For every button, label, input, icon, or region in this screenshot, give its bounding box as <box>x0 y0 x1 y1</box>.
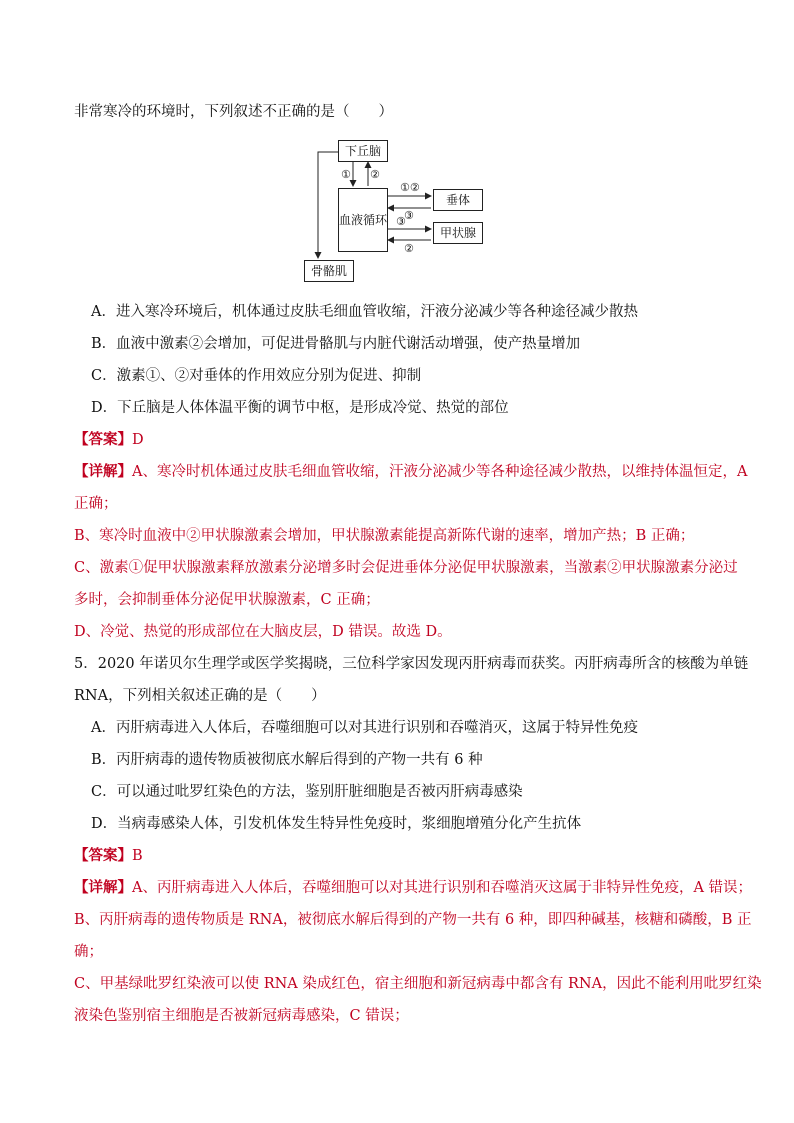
q4-answer-line <box>74 430 144 450</box>
q5-detail-line-5: 液染色鉴别宿主细胞是否被新冠病毒感染，C 错误； <box>74 1008 409 1024</box>
q4-option-c: C．激素①、②对垂体的作用效应分别为促进、抑制 <box>91 368 422 384</box>
q5-option-d: D．当病毒感染人体，引发机体发生特异性免疫时，浆细胞增殖分化产生抗体 <box>91 816 582 832</box>
q4-detail-line-6: D、冷觉、热觉的形成部位在大脑皮层，D 错误。故选 D。 <box>74 624 452 640</box>
label-from-pituitary: ③ <box>404 209 414 222</box>
label-hormone-2-up: ② <box>370 168 380 181</box>
q4-stem: 非常寒冷的环境时，下列叙述不正确的是（ ） <box>74 104 393 120</box>
pituitary-box: 垂体 <box>433 189 483 211</box>
q4-option-d: D．下丘脑是人体体温平衡的调节中枢，是形成冷觉、热觉的部位 <box>91 400 509 416</box>
q4-detail-line-4: C、激素①促甲状腺激素释放激素分泌增多时会促进垂体分泌促甲状腺激素，当激素②甲状腺激素分泌过 <box>74 560 738 576</box>
q5-option-c: C．可以通过吡罗红染色的方法，鉴别肝脏细胞是否被丙肝病毒感染 <box>91 784 523 800</box>
label-to-thyroid: ③ <box>396 215 406 228</box>
q5-answer-value: B <box>132 848 143 864</box>
q5-answer-tag: 【答案】 <box>74 847 132 864</box>
hypothalamus-box: 下丘脑 <box>338 140 388 162</box>
skeletal-muscle-box: 骨骼肌 <box>304 260 354 282</box>
q5-option-b: B．丙肝病毒的遗传物质被彻底水解后得到的产物一共有 6 种 <box>91 752 483 768</box>
q4-answer-tag: 【答案】 <box>74 431 132 448</box>
blood-circulation-box: 血液循环 <box>338 188 388 252</box>
q5-stem-line-1: 5．2020 年诺贝尔生理学或医学奖揭晓，三位科学家因发现丙肝病毒而获奖。丙肝病毒所含的核酸为单链 <box>74 656 749 672</box>
label-hormone-1-down: ① <box>341 168 351 181</box>
q4-detail-tag: 【详解】 <box>74 463 132 480</box>
q5-option-a: A．丙肝病毒进入人体后，吞噬细胞可以对其进行识别和吞噬消灭，这属于特异性免疫 <box>91 720 638 736</box>
q4-detail-line-3: B、寒冷时血液中②甲状腺激素会增加，甲状腺激素能提高新陈代谢的速率，增加产热；B 正确； <box>74 528 695 544</box>
q5-detail-line-2: B、丙肝病毒的遗传物质是 RNA，被彻底水解后得到的产物一共有 6 种，即四种碱基，核糖和磷酸，B 正 <box>74 912 752 928</box>
thermoregulation-diagram <box>300 140 500 285</box>
q5-stem-line-2: RNA，下列相关叙述正确的是（ ） <box>74 688 326 704</box>
q4-detail-line-2: 正确； <box>74 496 118 512</box>
q4-option-b: B．血液中激素②会增加，可促进骨骼肌与内脏代谢活动增强，使产热量增加 <box>91 336 581 352</box>
thyroid-box: 甲状腺 <box>433 222 483 244</box>
q5-answer-line <box>74 846 143 866</box>
q5-detail-text-1: A、丙肝病毒进入人体后，吞噬细胞可以对其进行识别和吞噬消灭这属于非特异性免疫，A 错误； <box>132 880 753 896</box>
q5-detail-line-4: C、甲基绿吡罗红染液可以使 RNA 染成红色，宿主细胞和新冠病毒中都含有 RNA，因此不能利用吡罗红染 <box>74 976 762 992</box>
q4-option-a: A．进入寒冷环境后，机体通过皮肤毛细血管收缩，汗液分泌减少等各种途径减少散热 <box>91 304 638 320</box>
q5-detail-tag: 【详解】 <box>74 879 132 896</box>
q4-detail-line-5: 多时，会抑制垂体分泌促甲状腺激素，C 正确； <box>74 592 380 608</box>
label-to-pituitary: ①② <box>400 181 420 194</box>
q5-detail-line-3: 确； <box>74 944 103 960</box>
q4-answer-value: D <box>132 432 144 448</box>
label-from-thyroid: ② <box>404 242 414 255</box>
q4-detail-text-1: A、寒冷时机体通过皮肤毛细血管收缩，汗液分泌减少等各种途径减少散热，以维持体温恒定，A <box>132 464 748 480</box>
q4-detail-line-1 <box>74 462 747 482</box>
q5-detail-line-1 <box>74 878 752 898</box>
